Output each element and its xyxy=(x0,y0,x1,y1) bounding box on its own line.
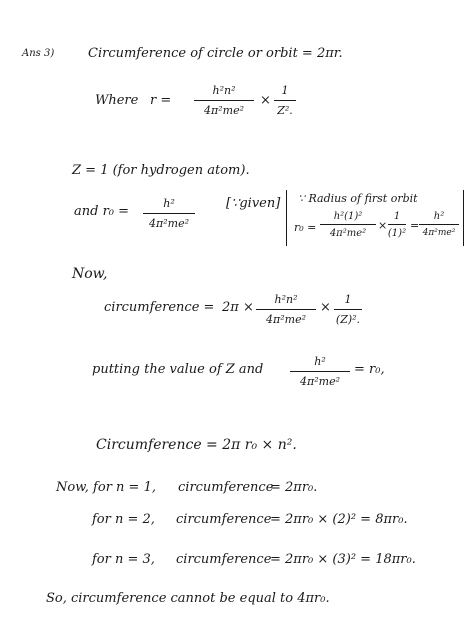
n2-right: = 2πr₀ × (2)² = 8πr₀. xyxy=(270,512,408,527)
circ1-den2: (Z)². xyxy=(335,313,361,326)
where-fraction-bar-1 xyxy=(194,100,254,101)
circ1-num2: 1 xyxy=(344,293,352,306)
n3-mid: circumference xyxy=(176,552,272,567)
circumference-definition: Circumference of circle or orbit = 2πr. xyxy=(88,46,343,61)
where-den1: 4π²me² xyxy=(204,104,244,117)
n2-mid: circumference xyxy=(176,512,272,527)
and-r0-num: h² xyxy=(163,197,175,210)
radius-box-eq: = xyxy=(410,219,420,232)
circ1-den1: 4π²me² xyxy=(266,313,306,326)
circ1-expr: 2π × xyxy=(222,300,254,315)
radius-box-num1: h²(1)² xyxy=(333,211,363,222)
and-r0-den: 4π²me² xyxy=(149,217,189,230)
radius-box-num2: 1 xyxy=(393,211,401,222)
n1-right: = 2πr₀. xyxy=(270,480,318,495)
radius-box-title: ∵ Radius of first orbit xyxy=(298,192,418,205)
putting-num: h² xyxy=(314,355,326,368)
n1-left: Now, for n = 1, xyxy=(56,480,156,495)
circ1-bar-1 xyxy=(256,309,316,310)
radius-box-lhs: r₀ = xyxy=(294,221,317,234)
radius-box-num3: h² xyxy=(433,211,445,222)
putting-tail: = r₀, xyxy=(354,362,385,377)
where-fraction-bar-2 xyxy=(274,100,296,101)
and-r0-label: and r₀ = xyxy=(74,204,130,219)
and-r0-fraction-bar xyxy=(143,213,195,214)
z-value-line: Z = 1 (for hydrogen atom). xyxy=(72,163,250,178)
n2-left: for n = 2, xyxy=(92,512,155,527)
circ1-label: circumference = xyxy=(104,300,215,315)
given-note: [∵given] xyxy=(226,196,281,211)
putting-text: putting the value of Z and xyxy=(92,362,264,377)
radius-box-times: × xyxy=(378,219,388,232)
circ1-bar-2 xyxy=(334,309,362,310)
putting-bar xyxy=(290,371,350,372)
n1-mid: circumference xyxy=(178,480,274,495)
where-label: Where xyxy=(95,93,139,108)
n3-left: for n = 3, xyxy=(92,552,155,567)
radius-box-bar-2 xyxy=(388,224,406,225)
conclusion-text: So, circumference cannot be equal to 4πr₀. xyxy=(46,591,330,606)
where-times: × xyxy=(260,93,271,108)
where-num1: h²n² xyxy=(212,84,236,97)
circ1-times: × xyxy=(320,300,331,315)
radius-box-den1: 4π²me² xyxy=(329,228,367,239)
now-label: Now, xyxy=(72,266,108,282)
circumference-result: Circumference = 2π r₀ × n². xyxy=(96,437,297,453)
radius-box-bar-1 xyxy=(320,224,376,225)
radius-box-den2: (1)² xyxy=(387,228,407,239)
where-num2: 1 xyxy=(281,84,289,97)
radius-box-bar-3 xyxy=(419,224,459,225)
where-den2: Z². xyxy=(277,104,293,117)
answer-label: Ans 3) xyxy=(22,48,55,59)
where-lhs: r = xyxy=(150,93,172,108)
n3-right: = 2πr₀ × (3)² = 18πr₀. xyxy=(270,552,416,567)
circ1-num1: h²n² xyxy=(274,293,298,306)
putting-den: 4π²me² xyxy=(300,375,340,388)
radius-box-den3: 4π²me² xyxy=(422,228,456,238)
